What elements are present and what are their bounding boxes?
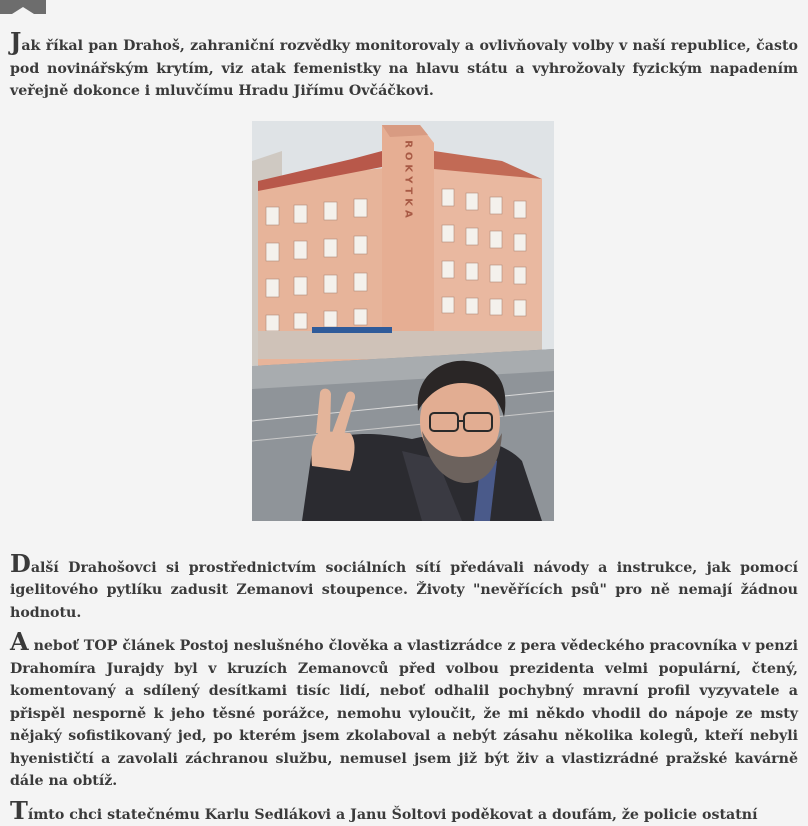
dropcap: T [10, 796, 28, 825]
paragraph-text: neboť TOP článek Postoj neslušného člověka a vlastizrádce z pera vědeckého pracovníka v penzi Drahomíra Jurajdy byl v kruzích Zemanovců před volbou prezidenta velmi populární, čtený, komentovaný a sdílený desítkami tisíc lidí, neboť odhalil pochybný mravní profil vyzyvatele a přispěl nesporně k jeho těsné porážce, nemohu vyloučit, že mi někdo vhodil do nápoje ze msty nějaký sofistikovaný jed, po kterém jsem zkolaboval a nebýt zásahu několika kolegů, kteří nebyli hyenističtí a zavolali záchranou službu, nemusel jsem již být živ a vlastizrádné pražské kavárně dále na obtíž. [10, 638, 798, 789]
bookmark-icon [0, 0, 46, 14]
building-sign: ROKYTKA [403, 140, 414, 222]
article-paragraph-1 [10, 32, 798, 103]
photo-man-peace-sign [252, 121, 554, 521]
article-paragraph-4 [10, 801, 798, 826]
paragraph-text: ímto chci statečnému Karlu Sedlákovi a Janu Šoltovi poděkovat a doufám, že policie ostatní [28, 807, 758, 823]
article-photo [252, 121, 554, 521]
article-paragraph-3 [10, 632, 798, 793]
dropcap: D [10, 549, 31, 578]
article-paragraph-2 [10, 554, 798, 625]
article-body [10, 32, 798, 826]
dropcap: J [10, 27, 21, 56]
paragraph-text: ak říkal pan Drahoš, zahraniční rozvědky monitorovaly a ovlivňovaly volby v naší republice, často pod novinářským krytím, viz atak femenistky na hlavu státu a vyhrožovaly fyzickým napadením veřejně dokonce i mluvčímu Hradu Jiřímu Ovčáčkovi. [10, 38, 798, 99]
dropcap: A [10, 627, 29, 656]
paragraph-text: alší Drahošovci si prostřednictvím sociálních sítí předávali návody a instrukce, jak pomocí igelitového pytlíku zadusit Zemanovi stoupence. Životy "nevěřících psů" pro ně nemají žádnou hodnotu. [10, 560, 798, 621]
